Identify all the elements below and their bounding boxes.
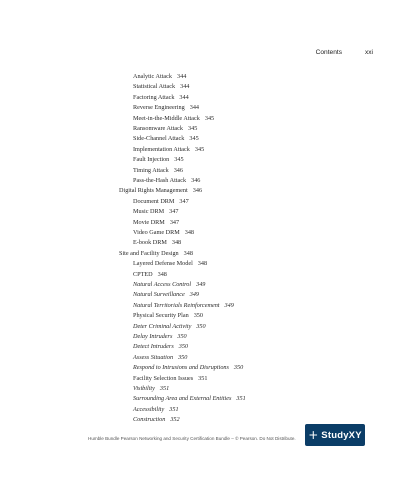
toc-entry-page: 344 [180,83,190,91]
toc-entry[interactable] [133,176,200,186]
toc-entry-title: Assess Situation [133,353,174,361]
toc-entry[interactable] [119,186,202,196]
toc-entry-title: Analytic Attack [133,73,173,80]
toc-entry-title: Movie DRM [133,218,165,226]
toc-entry-page: 348 [184,229,194,236]
toc-entry[interactable] [133,166,183,176]
toc-entry[interactable] [133,301,234,311]
toc-entry-page: 351 [169,405,179,413]
toc-entry-page: 349 [196,281,206,288]
toc-entry-title: Natural Territorials Reinforcement [133,301,220,309]
toc-entry[interactable] [133,353,187,363]
toc-entry-page: 345 [174,156,184,164]
toc-entry[interactable] [133,93,189,103]
toc-entry-title: Timing Attack [133,166,169,174]
toc-entry-title: Deter Criminal Activity [133,322,192,330]
running-head-page-number: xxi [364,49,373,56]
toc-entry-page: 350 [178,343,189,351]
toc-entry-title: Layered Defense Model [133,260,193,268]
toc-entry-title: Facility Selection Issues [133,374,194,382]
toc-entry-title: Surrounding Area and External Entities [133,395,232,403]
toc-entry-page: 346 [173,166,183,174]
toc-entry-page: 345 [188,125,198,132]
toc-entry-page: 351 [198,374,208,382]
toc-entry[interactable] [133,145,204,155]
toc-entry-page: 347 [169,208,179,216]
toc-entry[interactable] [133,82,189,92]
toc-entry[interactable] [133,155,184,165]
toc-entry[interactable] [133,384,169,394]
plus-icon: + [308,428,319,442]
toc-entry-page: 350 [196,322,206,330]
toc-entry-title: Accessibility [133,405,165,413]
toc-entry[interactable] [133,207,178,217]
toc-entry-page: 347 [179,197,189,205]
page-header [0,49,400,61]
toc-entry-title: Pass-the-Hash Attack [133,177,187,184]
toc-entry[interactable] [133,322,206,332]
toc-entry-page: 349 [224,301,234,309]
toc-entry-page: 345 [194,145,205,153]
toc-entry[interactable] [133,290,199,300]
toc-entry[interactable] [133,415,180,425]
toc-entry-title: Side-Channel Attack [133,135,185,143]
toc-entry[interactable] [119,249,193,259]
toc-entry-page: 351 [159,385,170,392]
toc-entry-page: 346 [192,187,203,195]
toc-entry[interactable] [133,394,246,404]
toc-entry-title: Implementation Attack [133,145,190,153]
toc-entry-title: Fault Injection [133,156,170,164]
toc-entry-title: Reverse Engineering [133,104,185,112]
toc-entry-page: 349 [189,291,200,299]
toc-entry-title: Meet-in-the-Middle Attack [133,114,200,122]
toc-entry[interactable] [133,280,205,290]
toc-entry-title: Factoring Attack [133,93,175,101]
toc-entry-page: 350 [193,312,203,320]
toc-entry-page: 348 [183,249,193,257]
toc-entry-title: Visibility [133,385,155,392]
toc-entry[interactable] [133,238,181,248]
toc-entry[interactable] [133,363,243,373]
toc-entry-title: Construction [133,416,166,424]
toc-entry[interactable] [133,134,199,144]
toc-entry-page: 346 [191,177,201,184]
toc-entry[interactable] [133,270,167,280]
toc-entry-page: 352 [170,416,180,424]
toc-entry[interactable] [133,342,188,352]
toc-entry-page: 347 [169,218,180,226]
toc-entry[interactable] [133,228,194,238]
toc-entry-page: 350 [233,364,244,372]
toc-entry-title: Digital Rights Management [119,187,188,195]
toc-entry-title: Ransomware Attack [133,125,184,132]
toc-entry[interactable] [133,311,203,321]
toc-entry-title: Natural Surveillance [133,291,185,299]
studyxy-badge[interactable] [305,424,365,446]
toc-entry-title: Physical Security Plan [133,312,189,320]
studyxy-badge-label: StudyXY [321,429,362,441]
toc-entry[interactable] [133,103,199,113]
toc-entry-title: Music DRM [133,208,165,216]
toc-entry-page: 350 [177,333,187,340]
toc-entry-title: Delay Intruders [133,333,173,340]
toc-entry-page: 344 [177,73,187,80]
toc-entry-title: Site and Facility Design [119,249,179,257]
toc-entry[interactable] [133,332,187,342]
toc-entry[interactable] [133,124,197,134]
toc-entry-page: 345 [189,135,199,143]
toc-entry[interactable] [133,259,207,269]
toc-entry-title: Natural Access Control [133,281,192,288]
running-head-title: Contents [315,49,342,56]
toc-entry-page: 344 [179,93,189,101]
toc-entry[interactable] [133,218,179,228]
toc-entry[interactable] [133,374,207,384]
toc-entry-title: Document DRM [133,197,175,205]
toc-entry-page: 348 [197,260,208,268]
toc-entry-title: Respond to Intrusions and Disruptions [133,364,229,372]
toc-entry[interactable] [133,72,186,82]
toc-entry-title: Detect Intruders [133,343,174,351]
toc-entry-page: 344 [189,104,199,112]
toc-entry-page: 348 [171,239,182,247]
toc-entry-title: CPTED [133,270,153,278]
toc-entry[interactable] [133,197,189,207]
toc-entry-title: E-book DRM [133,239,167,247]
copyright-notice: Humble Bundle Pearson Networking and Security Certification Bundle – © Pearson. Do Not Distribute. [88,436,296,441]
toc-entry-page: 348 [157,270,167,278]
toc-entry-page: 350 [178,353,188,361]
toc-entry-title: Video Game DRM [133,229,180,236]
toc-entry[interactable] [133,405,179,415]
toc-entry-page: 351 [236,395,246,403]
toc-entry-page: 345 [204,114,215,122]
toc-entry-title: Statistical Attack [133,83,176,91]
toc-entry[interactable] [133,114,214,124]
